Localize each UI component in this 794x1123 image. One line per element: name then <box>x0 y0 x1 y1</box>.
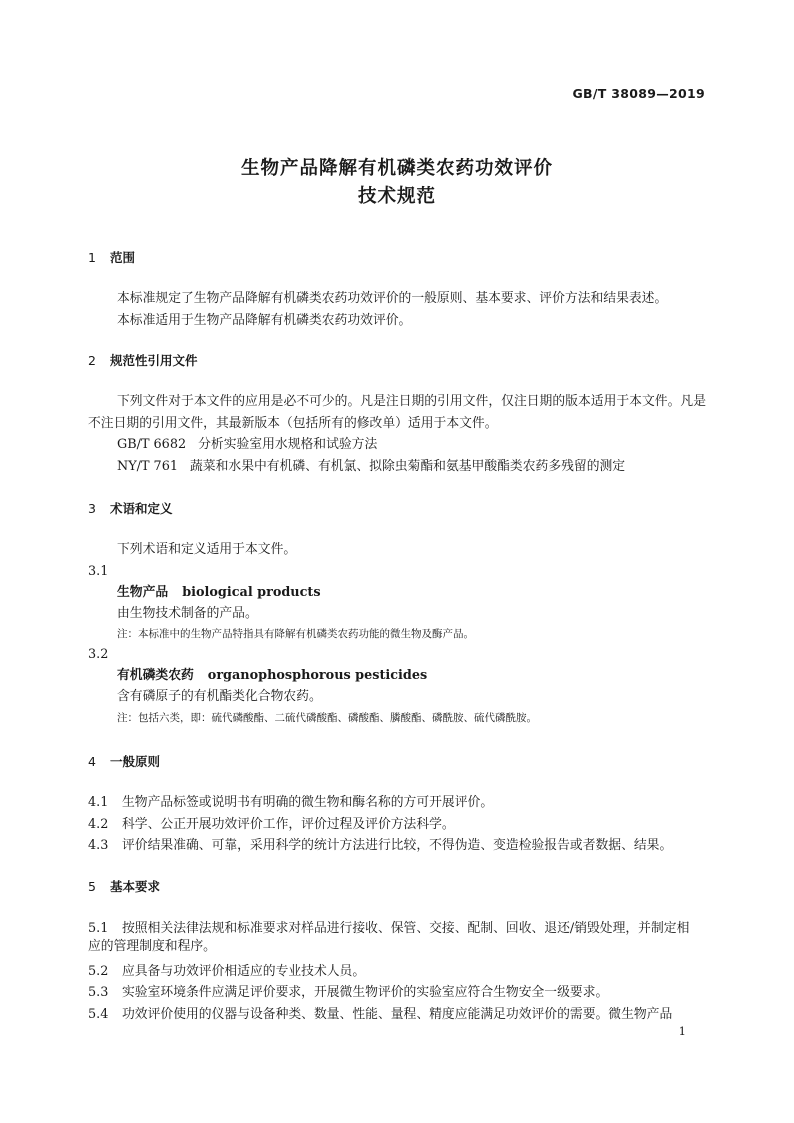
reference-code: GB/T 6682 <box>117 437 187 452</box>
section-4-heading <box>88 752 160 770</box>
clause <box>88 791 493 810</box>
document-title: 生物产品降解有机磷类农药功效评价 <box>240 158 553 179</box>
paragraph: 本标准规定了生物产品降解有机磷类农药功效评价的一般原则、基本要求、评价方法和结果表述。 <box>117 291 668 306</box>
term-chinese: 有机磷类农药 <box>117 668 194 683</box>
clause-text: 按照相关法律法规和标准要求对样品进行接收、保管、交接、配制、回收、退还/销毁处理，并制定相 <box>122 921 690 936</box>
term-heading <box>117 665 427 686</box>
section-5-heading <box>88 877 160 895</box>
term-definition: 由生物技术制备的产品。 <box>117 606 258 621</box>
clause-text: 生物产品标签或说明书有明确的微生物和酶名称的方可开展评价。 <box>122 795 494 810</box>
section-title: 基本要求 <box>110 879 161 894</box>
clause <box>88 834 672 853</box>
section-number: 2 <box>88 353 96 368</box>
section-number: 5 <box>88 879 96 894</box>
section-number: 3 <box>88 501 96 516</box>
clause-number: 5.4 <box>88 1007 109 1022</box>
clause-number: 5.2 <box>88 964 109 979</box>
clause-text: 功效评价使用的仪器与设备种类、数量、性能、量程、精度应能满足功效评价的需要。微生物产品 <box>122 1007 673 1022</box>
reference-item <box>117 456 625 477</box>
reference-title: 蔬菜和水果中有机磷、有机氯、拟除虫菊酯和氨基甲酸酯类农药多残留的测定 <box>190 459 626 474</box>
section-3-heading <box>88 499 173 517</box>
section-2-heading <box>88 351 198 369</box>
clause-number: 5.1 <box>88 921 109 936</box>
paragraph: 下列术语和定义适用于本文件。 <box>117 542 297 557</box>
section-title: 范围 <box>110 250 136 265</box>
term-chinese: 生物产品 <box>117 585 169 600</box>
section-1-heading <box>88 248 135 266</box>
paragraph: 本标准适用于生物产品降解有机磷类农药功效评价。 <box>117 313 412 328</box>
standard-code: GB/T 38089—2019 <box>572 86 705 101</box>
term-number: 3.2 <box>88 647 109 662</box>
clause-continuation: 应的管理制度和程序。 <box>88 939 216 954</box>
clause <box>88 960 365 979</box>
reference-code: NY/T 761 <box>117 459 178 474</box>
paragraph: 下列文件对于本文件的应用是必不可少的。凡是注日期的引用文件，仅注日期的版本适用于本文件。凡是不注日期的引用文件，其最新版本（包括所有的修改单）适用于本文件。 <box>88 394 706 431</box>
reference-item <box>117 434 377 455</box>
clause <box>88 917 689 936</box>
clause-text: 评价结果准确、可靠，采用科学的统计方法进行比较，不得伪造、变造检验报告或者数据、结果。 <box>122 838 673 853</box>
clause <box>88 981 608 1000</box>
note: 注：本标准中的生物产品特指具有降解有机磷类农药功能的微生物及酶产品。 <box>117 628 474 640</box>
clause <box>88 1003 672 1022</box>
clause-text: 实验室环境条件应满足评价要求，开展微生物评价的实验室应符合生物安全一级要求。 <box>122 985 609 1000</box>
section-number: 4 <box>88 754 96 769</box>
term-english: organophosphorous pesticides <box>207 668 428 683</box>
section-number: 1 <box>88 250 96 265</box>
note: 注：包括六类，即：硫代磷酸酯、二硫代磷酸酯、磷酸酯、膦酸酯、磷酰胺、硫代磷酰胺。 <box>117 712 537 724</box>
page-number: 1 <box>678 1024 686 1038</box>
document-subtitle: 技术规范 <box>357 186 436 207</box>
section-title: 术语和定义 <box>110 501 173 516</box>
section-title: 规范性引用文件 <box>110 353 198 368</box>
reference-title: 分析实验室用水规格和试验方法 <box>198 437 378 452</box>
clause-text: 科学、公正开展功效评价工作，评价过程及评价方法科学。 <box>122 817 455 832</box>
term-heading <box>117 582 321 603</box>
term-definition: 含有磷原子的有机酯类化合物农药。 <box>117 689 322 704</box>
clause <box>88 813 455 832</box>
clause-number: 4.1 <box>88 795 109 810</box>
clause-text: 应具备与功效评价相适应的专业技术人员。 <box>122 964 366 979</box>
clause-number: 4.2 <box>88 817 109 832</box>
clause-number: 5.3 <box>88 985 109 1000</box>
clause-number: 4.3 <box>88 838 109 853</box>
section-title: 一般原则 <box>110 754 161 769</box>
term-english: biological products <box>182 585 321 600</box>
term-number: 3.1 <box>88 564 109 579</box>
